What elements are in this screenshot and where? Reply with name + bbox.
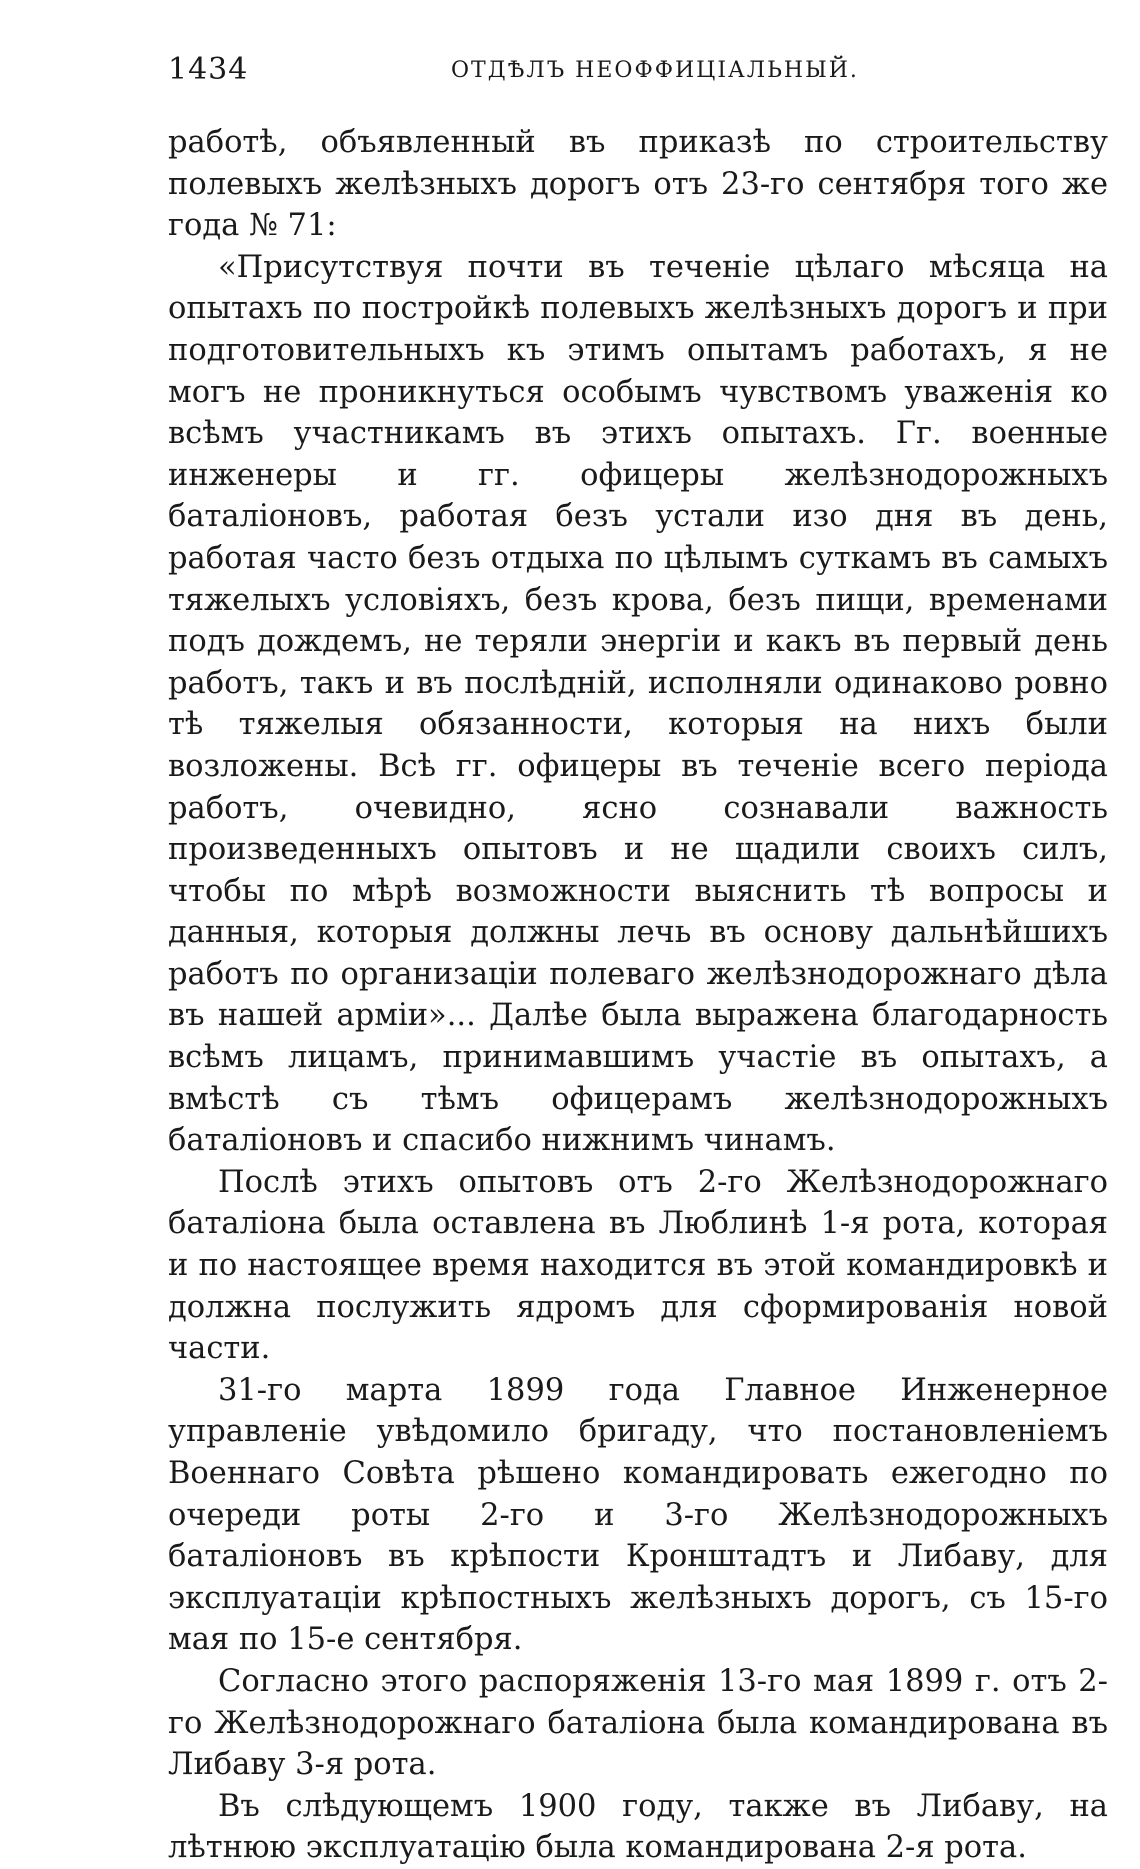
running-head (168, 52, 1108, 92)
section-title: ОТДѢЛЪ НЕОФФИЦІАЛЬНЫЙ. (451, 58, 859, 83)
paragraph: Согласно этого распоряженія 13-го мая 1899 г. отъ 2-го Желѣзнодорожнаго баталіона была командирована въ Либаву 3-я рота. (168, 1663, 1108, 1783)
paragraph: Послѣ этихъ опытовъ отъ 2-го Желѣзнодорожнаго баталіона была оставлена въ Люблинѣ 1-я рота, которая и по настоящее время находится въ этой командировкѣ и должна послужить ядромъ для сформированія новой части. (168, 1164, 1108, 1367)
paragraph: 31-го марта 1899 года Главное Инженерное управленіе увѣдомило бригаду, что постановленіемъ Военнаго Совѣта рѣшено командировать ежегодно по очереди роты 2-го и 3-го Желѣзнодорожныхъ баталіоновъ въ крѣпости Кронштадтъ и Либаву, для эксплуатаціи крѣпостныхъ желѣзныхъ дорогъ, съ 15-го мая по 15-е сентября. (168, 1372, 1108, 1658)
paragraph: «Присутствуя почти въ теченіе цѣлаго мѣсяца на опытахъ по постройкѣ полевыхъ желѣзныхъ дорогъ и при подготовительныхъ къ этимъ опытамъ работахъ, я не могъ не проникнуться особымъ чувствомъ уваженія ко всѣмъ участникамъ въ этихъ опытахъ. Гг. военные инженеры и гг. офицеры желѣзнодорожныхъ баталіоновъ, работая безъ устали изо дня въ день, работая часто безъ отдыха по цѣлымъ суткамъ въ самыхъ тяжелыхъ условіяхъ, безъ крова, безъ пищи, временами подъ дождемъ, не теряли энергіи и какъ въ первый день работъ, такъ и въ послѣдній, исполняли одинаково ровно тѣ тяжелыя обязанности, которыя на нихъ были возложены. Всѣ гг. офицеры въ теченіе всего періода работъ, очевидно, ясно сознавали важность произведенныхъ опытовъ и не щадили своихъ силъ, чтобы по мѣрѣ возможности выяснить тѣ вопросы и данныя, которыя должны лечь въ основу дальнѣйшихъ работъ по организаціи полеваго желѣзнодорожнаго дѣла въ нашей арміи»... Далѣе была выражена благодарность всѣмъ лицамъ, принимавшимъ участіе въ опытахъ, а вмѣстѣ съ тѣмъ офицерамъ желѣзнодорожныхъ баталіоновъ и спасибо нижнимъ чинамъ. (168, 249, 1108, 1159)
paragraph: Въ слѣдующемъ 1900 году, также въ Либаву, на лѣтнюю эксплуатацію была командирована 2-я рота. (168, 1788, 1108, 1866)
body-text (168, 122, 1108, 1869)
page-number: 1434 (168, 52, 249, 87)
paragraph: работѣ, объявленный въ приказѣ по строительству полевыхъ желѣзныхъ дорогъ отъ 23-го сентября того же года № 71: (168, 125, 1108, 244)
